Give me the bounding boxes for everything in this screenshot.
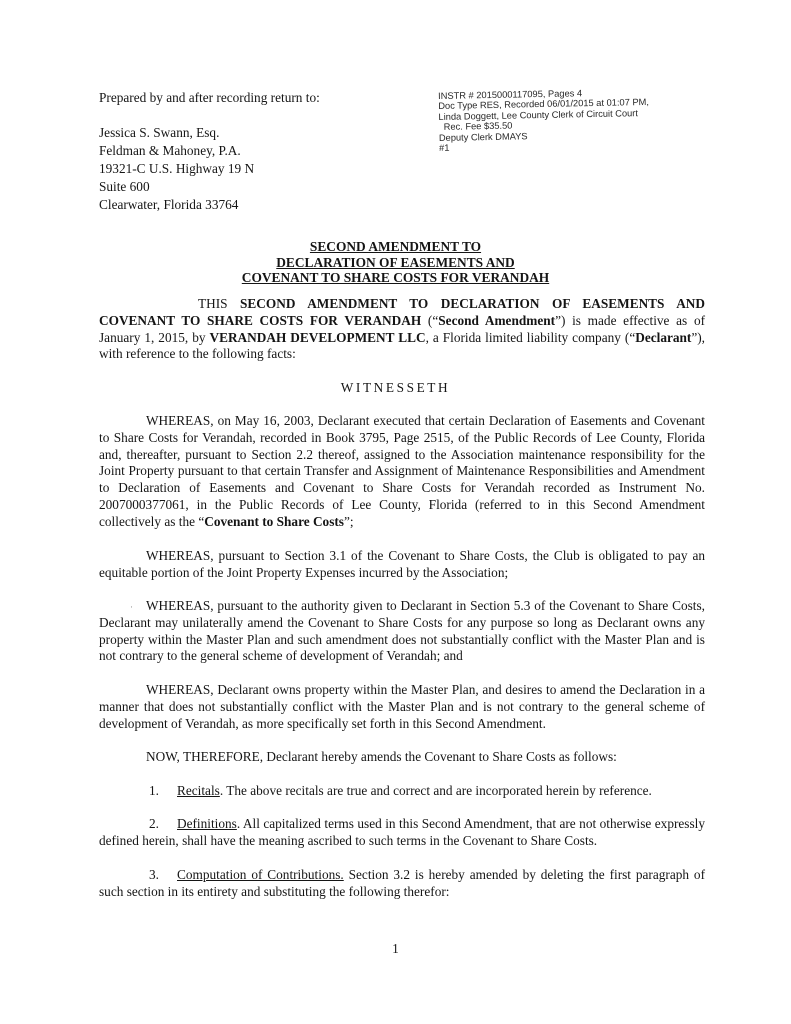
margin-tick: · [130, 602, 133, 612]
intro-paragraph [99, 296, 705, 363]
section-text: Section 3.2 is hereby amended by deleting the first paragraph of such section in its entirety and substituting the following therefor: [99, 867, 705, 899]
section-3 [99, 867, 705, 901]
whereas-text: ”; [343, 513, 354, 529]
section-heading: Definitions [177, 816, 237, 831]
defined-term: Covenant to Share Costs [204, 513, 344, 529]
intro-text: ”), with reference to the following facts: [99, 329, 705, 362]
instrument-name: SECOND AMENDMENT TO DECLARATION OF EASEMENTS AND COVENANT TO SHARE COSTS FOR VERANDAH [99, 296, 705, 328]
defined-term: Second Amendment [438, 312, 556, 328]
defined-term: Declarant [635, 329, 692, 345]
stamp-line: #1 [438, 142, 450, 154]
section-heading: Computation of Contributions. [177, 867, 344, 882]
section-number: 1. [149, 783, 159, 798]
address-line: Feldman & Mahoney, P.A. [99, 143, 241, 158]
witnesseth-heading: WITNESSETH [340, 380, 451, 395]
address-line: Jessica S. Swann, Esq. [99, 125, 220, 140]
now-therefore-paragraph: NOW, THEREFORE, Declarant hereby amends the Covenant to Share Costs as follows: [146, 749, 617, 764]
whereas-text: WHEREAS, on May 16, 2003, Declarant executed that certain Declaration of Easements and Covenant to Share Costs for Verandah, recorded in Book 3795, Page 2515, of the Public Records of Lee County, Florida and, thereafter, pursuant to Section 2.2 thereof, assigned to the Association maintenance responsibility for the Joint Property pursuant to that certain Transfer and Assignment of Maintenance Responsibilities and Amendment to Declaration of Easements and Covenant to Share Costs for Verandah recorded as Instrument No. 2007000377061, in the Public Records of Lee County, Florida (referred to in this Second Amendment collectively as the “ [99, 413, 705, 529]
stamp-line: Rec. Fee $35.50 [443, 120, 513, 133]
section-number: 3. [149, 867, 159, 882]
title-line: DECLARATION OF EASEMENTS AND [276, 254, 515, 270]
section-text: . The above recitals are true and correct and are incorporated herein by reference. [219, 783, 652, 798]
prepared-by-line: Prepared by and after recording return to: [99, 90, 320, 105]
whereas-paragraph-4: WHEREAS, Declarant owns property within the Master Plan, and desires to amend the Declaration in a manner that does not substantially conflict with the Master Plan and is not contrary to the general scheme of development of Verandah, as more specifically set forth in this Second Amendment. [99, 682, 705, 731]
intro-text: (“ [421, 312, 439, 328]
title-line: COVENANT TO SHARE COSTS FOR VERANDAH [241, 270, 550, 285]
party-name: VERANDAH DEVELOPMENT LLC [209, 329, 426, 345]
recording-stamp [438, 86, 719, 154]
whereas-paragraph-2: WHEREAS, pursuant to Section 3.1 of the Covenant to Share Costs, the Club is obligated to pay an equitable portion of the Joint Property Expenses incurred by the Association; [99, 548, 705, 580]
intro-text: ”) is made effective as of January 1, 2015, by [99, 312, 706, 345]
return-address-block [99, 124, 254, 214]
stamp-line: Linda Doggett, Lee County Clerk of Circuit Court [438, 107, 639, 122]
whereas-paragraph-1 [99, 413, 705, 531]
section-text: . All capitalized terms used in this Second Amendment, that are not otherwise expressly defined herein, shall have the meaning ascribed to such terms in the Covenant to Share Costs. [99, 816, 705, 848]
section-heading: Recitals [177, 783, 220, 798]
stamp-line: Doc Type RES, Recorded 06/01/2015 at 01:07 PM, [438, 97, 650, 112]
section-1 [99, 783, 705, 800]
stamp-line: Deputy Clerk DMAYS [438, 130, 528, 143]
whereas-paragraph-3: WHEREAS, pursuant to the authority given to Declarant in Section 5.3 of the Covenant to Share Costs, Declarant may unilaterally amend the Covenant to Share Costs for any purpose so long as Declarant owns any property within the Master Plan and such amendment does not substantially conflict with the Master Plan and is not contrary to the general scheme of development of Verandah; and [99, 598, 705, 664]
address-line: Suite 600 [99, 179, 150, 194]
intro-text: THIS [198, 296, 241, 311]
title-line: SECOND AMENDMENT TO [309, 239, 482, 254]
document-title [0, 239, 791, 286]
address-line: 19321-C U.S. Highway 19 N [99, 161, 255, 176]
address-line: Clearwater, Florida 33764 [99, 197, 239, 212]
intro-text: , a Florida limited liability company (“ [425, 329, 636, 345]
stamp-line: INSTR # 2015000117095, Pages 4 [438, 88, 583, 101]
page-number: 1 [392, 941, 399, 956]
section-number: 2. [149, 816, 159, 831]
section-2 [99, 816, 705, 850]
